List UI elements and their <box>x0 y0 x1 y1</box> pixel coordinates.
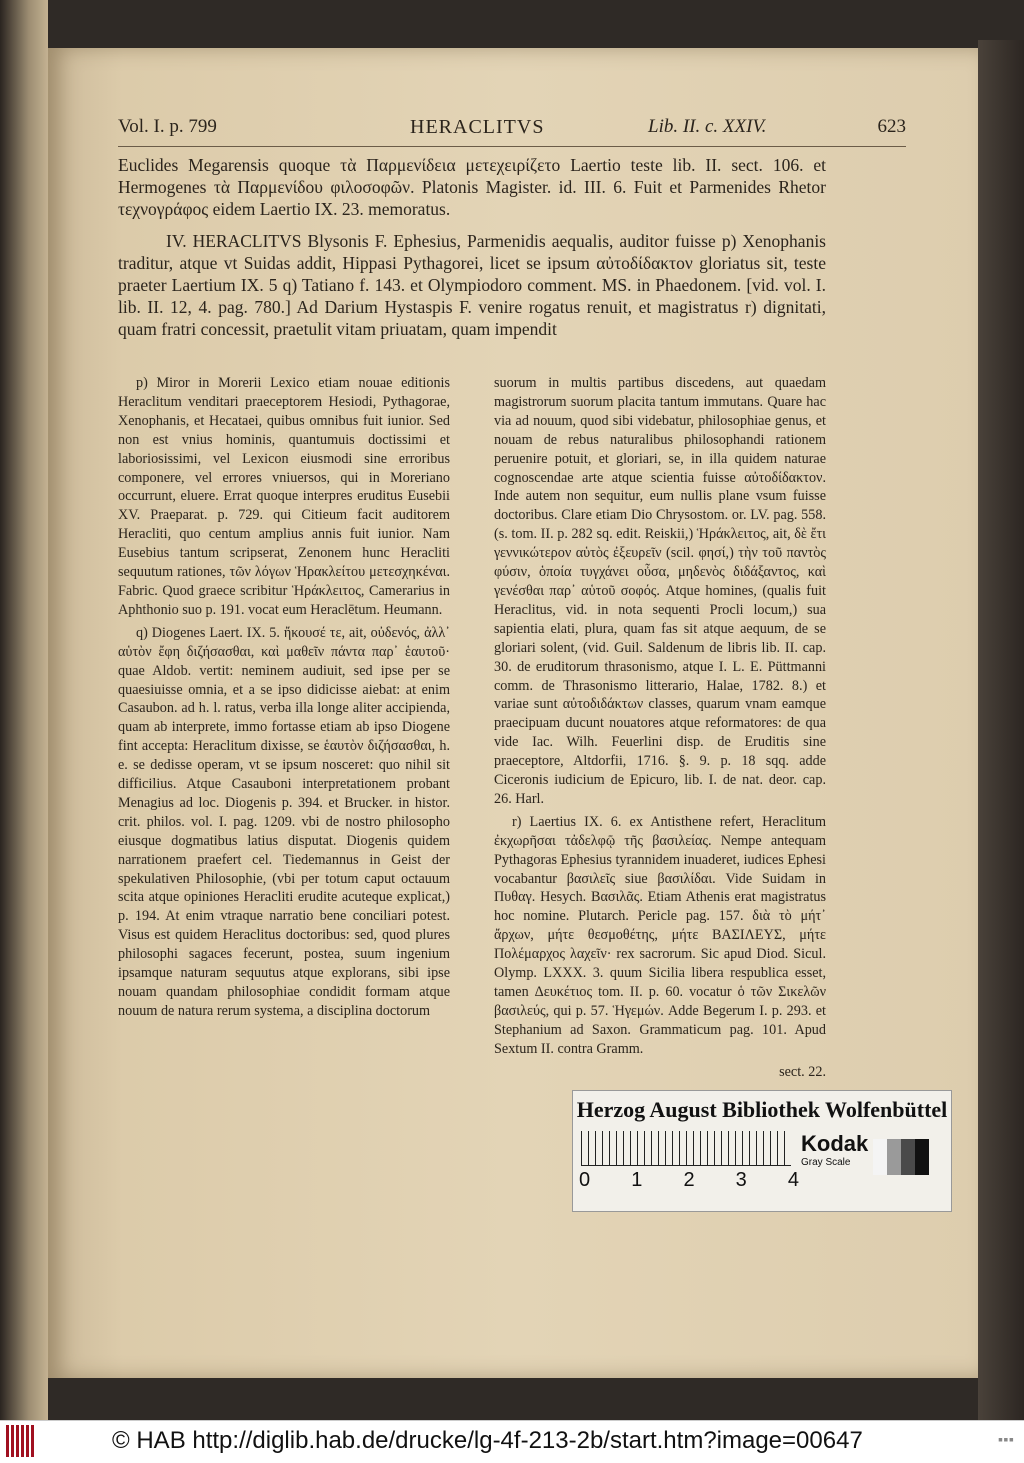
gray-patch <box>901 1139 915 1175</box>
ruler-number: 0 <box>579 1169 591 1191</box>
ruler-number: 1 <box>631 1169 643 1191</box>
ruler-number: 3 <box>735 1169 747 1191</box>
footnote-column-right <box>494 374 826 1082</box>
head-rule <box>118 146 906 147</box>
footnote-q-continued: suorum in multis partibus discedens, aut quaedam magistrorum suorum placita tantum immutans. Quare hac via ad nouum, quod sibi videbatur, philosophiae genus, et nouam de rebus naturalibus philosophandi rationem peruenire potuit, et gloriari, se, in illa quidem naturae cognoscendae arte atque scientia fuisse αὐτοδίδακτον. Inde autem non sequitur, eum nullis plane vsum fuisse doctoribus. Clare etiam Dio Chrysostom. or. LV. pag. 558. (s. tom. II. p. 282 sq. edit. Reiskii,) Ἡράκλειτος, ait, δὲ ἔτι γεννικώτερον αὑτὸς ἐξευρεῖν (scil. φησί,) τὴν τοῦ παντὸς φύσιν, ὁποία τυγχάνει οὖσα, μηδενὸς διδάξαντος, καὶ γενέσθαι παρ᾽ αὑτοῦ σοφός. Atque homines, (qualis fuit Heraclitus, vid. in nota sequenti Procli locum,) sua sapientia elati, plura, quam fas sit atque aequum, de se gloriari solent, (vid. Guil. Saldenum de libris lib. II. cap. 30. de eruditorum thrasonismo, atque I. L. E. Püttmanni comm. de Thrasonismo litterario, Halae, 1782. 8.) et variae sunt αὐτοδιδάκτων classes, quarum vnam eamque praecipuam ducunt nouatores atque reformatores: de qua vide Iac. Wilh. Feuerlini disp. de Eruditis sine praeceptore, Altdorfii, 1716. §. 9. p. 18 sqq. adde Ciceronis iudicium de Epicuro, lib. I. de nat. deor. cap. 26. Harl. <box>494 375 826 807</box>
page-number: 623 <box>877 116 906 137</box>
gray-patch <box>915 1139 929 1175</box>
left-page-edge <box>0 0 48 1420</box>
main-text <box>118 154 826 350</box>
ruler-numbers <box>579 1169 799 1192</box>
volume-reference: Vol. I. p. 799 <box>118 116 217 137</box>
library-name: Herzog August Bibliothek Wolfenbüttel <box>576 1097 948 1122</box>
hab-logo-icon <box>6 1425 36 1457</box>
gray-patch <box>873 1139 887 1175</box>
footer-bar <box>0 1420 1024 1463</box>
ruler-number: 4 <box>787 1169 799 1191</box>
footnote-column-left <box>118 374 450 1025</box>
gray-scale-patches <box>873 1139 929 1175</box>
kodak-brand: Kodak <box>801 1131 869 1156</box>
gray-patch <box>887 1139 901 1175</box>
kodak-subtitle: Gray Scale <box>801 1157 851 1168</box>
running-title: HERACLITVS <box>410 116 545 138</box>
ruler-number: 2 <box>683 1169 695 1191</box>
right-page-edge <box>978 40 1024 1420</box>
permalink[interactable]: © HAB http://diglib.hab.de/drucke/lg-4f-213-2b/start.htm?image=00647 <box>112 1427 863 1454</box>
paragraph-heraclitus: IV. HERACLITVS Blysonis F. Ephesius, Parmenidis aequalis, auditor fuisse p) Xenophanis traditur, atque vt Suidas addit, Hippasi Pythagorei, licet se ipsum αὐτοδίδακτον gloriatus sit, teste praeter Laertium IX. 5 q) Tatiano f. 143. et Olympiodoro comment. MS. in Phaedonem. [vid. vol. I. lib. II. 12, 4. pag. 780.] Ad Darium Hystaspis F. venire rogatus renuit, et magistratus r) dignitati, quam fratri concessit, praetulit vitam priuatam, quam impendit <box>118 231 826 339</box>
catchword: sect. 22. <box>779 1063 826 1080</box>
footnote-p: p) Miror in Morerii Lexico etiam nouae editionis Heraclitum venditari praeceptorem Hesiodi, Pythagorae, Xenophanis, et Hecataei, quibus omnibus fuit iunior. Sed non est vnius hominis, quantumuis doctissimi et laboriosissimi, vel Lexicon eiusmodi sine erroribus componere, vel errores vniuersos, qui in Moreriano occurrunt, eluere. Errat quoque interpres eruditus Eusebii XV. Praeparat. p. 729. qui Citieum facit auditorem Heracliti, quo centum amplius annis fuit iunior. Nam Eusebius tantum scripserat, Zenonem hunc Heracliti sequutum rationes, τῶν λόγων Ἡρακλείτου μετεσχηκέναι. Fabric. Quod graece scribitur Ἡράκλειτος, Camerarius in Aphthonio suo p. 191. vocat eum Heraclētum. Heumann. <box>118 375 450 618</box>
chapter-reference: Lib. II. c. XXIV. <box>648 116 767 137</box>
color-target-strip <box>572 1090 952 1212</box>
running-head <box>118 116 906 146</box>
footnote-r: r) Laertius IX. 6. ex Antisthene refert, Heraclitum ἐκχωρῆσαι τἀδελφῷ τῆς βασιλείας. Nempe antequam Pythagoras Ephesius tyrannidem inuaderet, iudices Ephesi vocabantur βασιλεῖς siue βασιλίδαι. Vide Suidam in Πυθαγ. Hesych. Βασιλᾶς. Etiam Athenis erat magistratus hoc nomine. Plutarch. Pericle pag. 157. διὰ τὸ μήτ᾽ ἄρχων, μήτε θεσμοθέτης, μήτε ΒΑΣΙΛΕΥΣ, μήτε Πολέμαρχος λαχεῖν· rex sacrorum. Sic apud Diod. Sicul. Olymp. LXXX. 3. quum Sicilia libera respublica esset, tamen Δευκέτιος tom. II. p. 60. vocatur ὁ τῶν Σικελῶν βασιλεύς, qui p. 57. Ἡγεμών. Adde Begerum I. p. 293. et Stephanium ad Saxon. Grammaticum pag. 101. Apud Sextum II. contra Gramm. <box>494 813 826 1057</box>
footer-marker: ▪▪▪ <box>997 1435 1014 1445</box>
kodak-label <box>801 1131 868 1168</box>
footnote-q: q) Diogenes Laert. IX. 5. ἤκουσέ τε, ait, οὐδενός, ἀλλ᾽ αὑτὸν ἔφη διζήσασθαι, καὶ μαθεῖν πάντα παρ᾽ ἑαυτοῦ· quae Aldob. vertit: neminem audiuit, sed ipse per se quaesiuisse omnia, et a se ipso didicisse aiebat: at enim Casaubon. ad h. l. ratus, verba illa longe aliter accipienda, quam ab interprete, immo fortasse etiam ab ipso Diogene fint accepta: Heraclitum dixisse, se ἑαυτὸν διζήσασθαι, h. e. se dedisse operam, vt se ipsum nosceret: quo nihil sit difficilius. Atque Casauboni interpretationem probant Menagius ad loc. Diogenis p. 394. et Brucker. in histor. crit. philos. vol. I. pag. 1209. vbi de nostro philosopho eiusque dogmatibus latius disputat. Diogenis quidem narrationem praefert cel. Tiedemannus in Geist der spekulativen Philosophie, (vbi per totum caput octauum scita atque opiniones Heracliti erudite acuteque explicat,) p. 194. At enim vtraque narratio bene conciliari potest. Visus est quidem Heraclitus doctoribus: sed, quod plures philosophi sagaces fecerunt, postea, suum ingenium ipsamque naturam sequutus atque explorans, sibi ipse nouam quandam philosophiae condidit formam atque nouum de natura rerum systema, a disciplina doctorum <box>118 624 450 1019</box>
measurement-ruler <box>581 1131 791 1166</box>
paragraph-euclides: Euclides Megarensis quoque τὰ Παρμενίδεια μετεχειρίζετο Laertio teste lib. II. sect. 106. et Hermogenes τὰ Παρμενίδου φιλοσοφῶν. Platonis Magister. id. III. 6. Fuit et Parmenides Rhetor τεχνογράφος eidem Laertio IX. 23. memoratus. <box>118 155 826 219</box>
